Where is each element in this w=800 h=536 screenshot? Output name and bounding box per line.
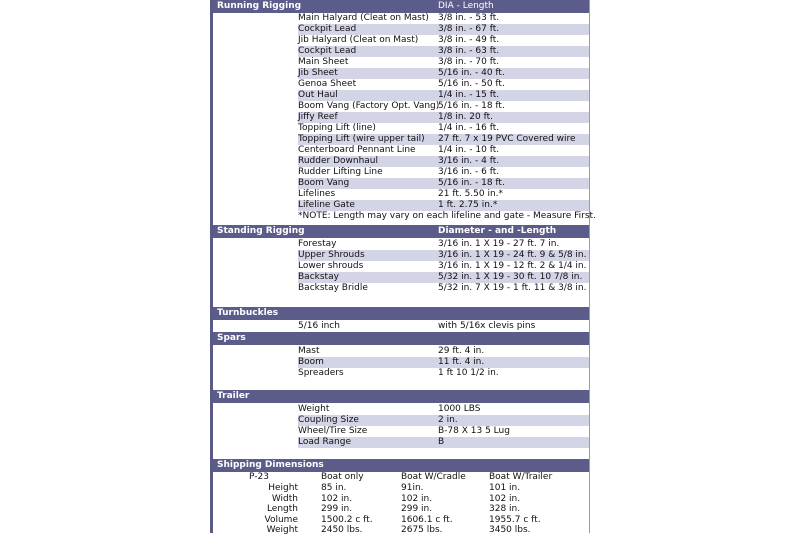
table-row: [213, 112, 589, 123]
row-label: Topping Lift (wire upper tail): [298, 134, 438, 145]
length-note: *NOTE: Length may vary on each lifeline and gate - Measure First.: [298, 211, 596, 221]
boat-cradle-value: 1606.1 c ft.: [401, 514, 453, 525]
row-label: Rudder Lifting Line: [298, 167, 383, 177]
boat-cradle-value: 102 in.: [401, 493, 433, 504]
row-value: 3/8 in. - 70 ft.: [438, 57, 500, 67]
col-boat-trailer: Boat W/Trailer: [489, 472, 553, 482]
shipping-row: [213, 494, 589, 505]
row-value: 21 ft. 5.50 in.*: [438, 189, 504, 199]
shipping-row: [213, 515, 589, 526]
row-value: 5/16 in. - 18 ft.: [438, 178, 589, 189]
table-row: [213, 415, 589, 426]
row-label: Coupling Size: [298, 415, 438, 426]
column-header: DIA - Length: [438, 1, 494, 11]
standing-rigging-header: [213, 225, 589, 238]
table-row: [213, 79, 589, 90]
boat-cradle-value: 91in.: [401, 483, 424, 493]
shipping-column-headers: [213, 472, 589, 483]
boat-trailer-value: 3450 lbs.: [489, 525, 531, 535]
row-value: 1/8 in. 20 ft.: [438, 112, 589, 123]
table-row: [213, 167, 589, 178]
row-label: Out Haul: [298, 90, 438, 101]
boat-only-value: 299 in.: [321, 504, 353, 514]
row-value: 3/16 in. - 6 ft.: [438, 167, 500, 177]
row-value: 27 ft. 7 x 19 PVC Covered wire: [438, 134, 589, 145]
row-label: Lifelines: [298, 189, 336, 199]
table-row: [213, 189, 589, 200]
row-label: Spreaders: [298, 368, 344, 378]
row-label: Boom Vang (Factory Opt. Vang): [298, 101, 440, 111]
table-row: [213, 156, 589, 167]
boat-only-value: 102 in.: [321, 493, 353, 504]
table-row: [213, 357, 589, 368]
row-value: 1 ft. 2.75 in.*: [438, 200, 589, 211]
row-label: Wheel/Tire Size: [298, 426, 368, 436]
row-value: 1000 LBS: [438, 404, 481, 414]
table-row: [213, 13, 589, 24]
row-label: Cockpit Lead: [298, 24, 438, 35]
table-row: [213, 346, 589, 357]
table-row: [213, 426, 589, 437]
row-value: 5/16 in. - 40 ft.: [438, 68, 589, 79]
row-value: 3/16 in. 1 X 19 - 12 ft. 2 & 1/4 in.: [438, 261, 587, 271]
boat-trailer-value: 1955.7 c ft.: [489, 514, 541, 525]
row-value: 29 ft. 4 in.: [438, 346, 485, 356]
row-label: 5/16 inch: [298, 321, 340, 331]
dimension-label: Width: [271, 493, 298, 504]
row-value: 3/8 in. - 63 ft.: [438, 46, 589, 57]
row-label: Rudder Downhaul: [298, 156, 438, 167]
table-row: [213, 101, 589, 112]
section-title: Turnbuckles: [217, 308, 279, 318]
table-row: [213, 272, 589, 283]
row-value: with 5/16x clevis pins: [438, 321, 536, 331]
row-label: Jiffy Reef: [298, 112, 438, 123]
row-value: 3/8 in. - 53 ft.: [438, 13, 500, 23]
row-label: Main Halyard (Cleat on Mast): [298, 13, 429, 23]
row-value: B-78 X 13 5 Lug: [438, 426, 510, 436]
table-row: [213, 123, 589, 134]
row-value: 1/4 in. - 15 ft.: [438, 90, 589, 101]
table-row: [213, 239, 589, 250]
note-row: [213, 211, 596, 222]
trailer-header: [213, 390, 589, 403]
row-value: B: [438, 437, 589, 448]
boat-trailer-value: 101 in.: [489, 483, 521, 493]
section-title: Standing Rigging: [217, 226, 305, 236]
row-value: 1 ft 10 1/2 in.: [438, 368, 499, 378]
row-value: 3/8 in. - 67 ft.: [438, 24, 589, 35]
row-label: Main Sheet: [298, 57, 349, 67]
table-row: [213, 35, 589, 46]
dimension-label: Height: [268, 483, 298, 493]
boat-trailer-value: 328 in.: [489, 504, 521, 514]
boat-only-value: 85 in.: [321, 483, 347, 493]
table-row: [213, 90, 589, 101]
dimension-label: Length: [266, 504, 298, 514]
table-row: [213, 250, 589, 261]
turnbuckles-header: [213, 307, 589, 320]
table-row: [213, 134, 589, 145]
boat-cradle-value: 2675 lbs.: [401, 525, 443, 535]
row-value: 5/32 in. 7 X 19 - 1 ft. 11 & 3/8 in.: [438, 283, 587, 293]
dimension-label: Volume: [264, 514, 298, 525]
row-label: Genoa Sheet: [298, 79, 357, 89]
row-value: 5/32 in. 1 X 19 - 30 ft. 10 7/8 in.: [438, 272, 589, 283]
row-label: Weight: [298, 404, 330, 414]
boat-only-value: 1500.2 c ft.: [321, 514, 373, 525]
boat-cradle-value: 299 in.: [401, 504, 433, 514]
section-title: Trailer: [217, 391, 250, 401]
row-label: Upper Shrouds: [298, 250, 438, 261]
row-label: Cockpit Lead: [298, 46, 438, 57]
model-label: P-23: [249, 472, 269, 482]
table-row: [213, 283, 589, 294]
row-label: Load Range: [298, 437, 438, 448]
row-label: Backstay: [298, 272, 438, 283]
row-label: Forestay: [298, 239, 337, 249]
col-boat-only: Boat only: [321, 472, 364, 482]
row-label: Lower shrouds: [298, 261, 364, 271]
column-header: Diameter - and -Length: [438, 226, 557, 236]
table-row: [213, 437, 589, 448]
row-label: Topping Lift (line): [298, 123, 376, 133]
col-boat-cradle: Boat W/Cradle: [401, 472, 466, 482]
row-label: Mast: [298, 346, 320, 356]
row-value: 11 ft. 4 in.: [438, 357, 589, 368]
table-row: [213, 46, 589, 57]
table-row: [213, 321, 589, 332]
table-row: [213, 200, 589, 211]
table-row: [213, 368, 589, 379]
row-label: Lifeline Gate: [298, 200, 438, 211]
shipping-row: [213, 483, 589, 494]
row-value: 3/16 in. 1 X 19 - 24 ft. 9 & 5/8 in.: [438, 250, 589, 261]
dimension-label: Weight: [266, 525, 298, 535]
spars-header: [213, 332, 589, 345]
shipping-dimensions-header: [213, 459, 589, 472]
row-value: 1/4 in. - 16 ft.: [438, 123, 500, 133]
row-label: Boom Vang: [298, 178, 438, 189]
row-label: Centerboard Pennant Line: [298, 145, 416, 155]
row-value: 1/4 in. - 10 ft.: [438, 145, 500, 155]
table-row: [213, 24, 589, 35]
row-value: 3/8 in. - 49 ft.: [438, 35, 500, 45]
row-value: 3/16 in. - 4 ft.: [438, 156, 589, 167]
table-row: [213, 261, 589, 272]
section-title: Running Rigging: [217, 1, 302, 11]
table-row: [213, 57, 589, 68]
running-rigging-header: [213, 0, 589, 13]
row-value: 5/16 in. - 18 ft.: [438, 101, 505, 111]
row-label: Boom: [298, 357, 438, 368]
row-value: 3/16 in. 1 X 19 - 27 ft. 7 in.: [438, 239, 560, 249]
row-label: Jib Halyard (Cleat on Mast): [298, 35, 419, 45]
section-title: Spars: [217, 333, 246, 343]
shipping-row: [213, 525, 589, 536]
shipping-row: [213, 504, 589, 515]
row-value: 2 in.: [438, 415, 589, 426]
section-title: Shipping Dimensions: [217, 460, 324, 470]
row-value: 5/16 in. - 50 ft.: [438, 79, 505, 89]
table-row: [213, 178, 589, 189]
boat-trailer-value: 102 in.: [489, 493, 521, 504]
table-row: [213, 68, 589, 79]
row-label: Jib Sheet: [298, 68, 438, 79]
row-label: Backstay Bridle: [298, 283, 368, 293]
table-row: [213, 404, 589, 415]
table-row: [213, 145, 589, 156]
boat-only-value: 2450 lbs.: [321, 525, 363, 535]
